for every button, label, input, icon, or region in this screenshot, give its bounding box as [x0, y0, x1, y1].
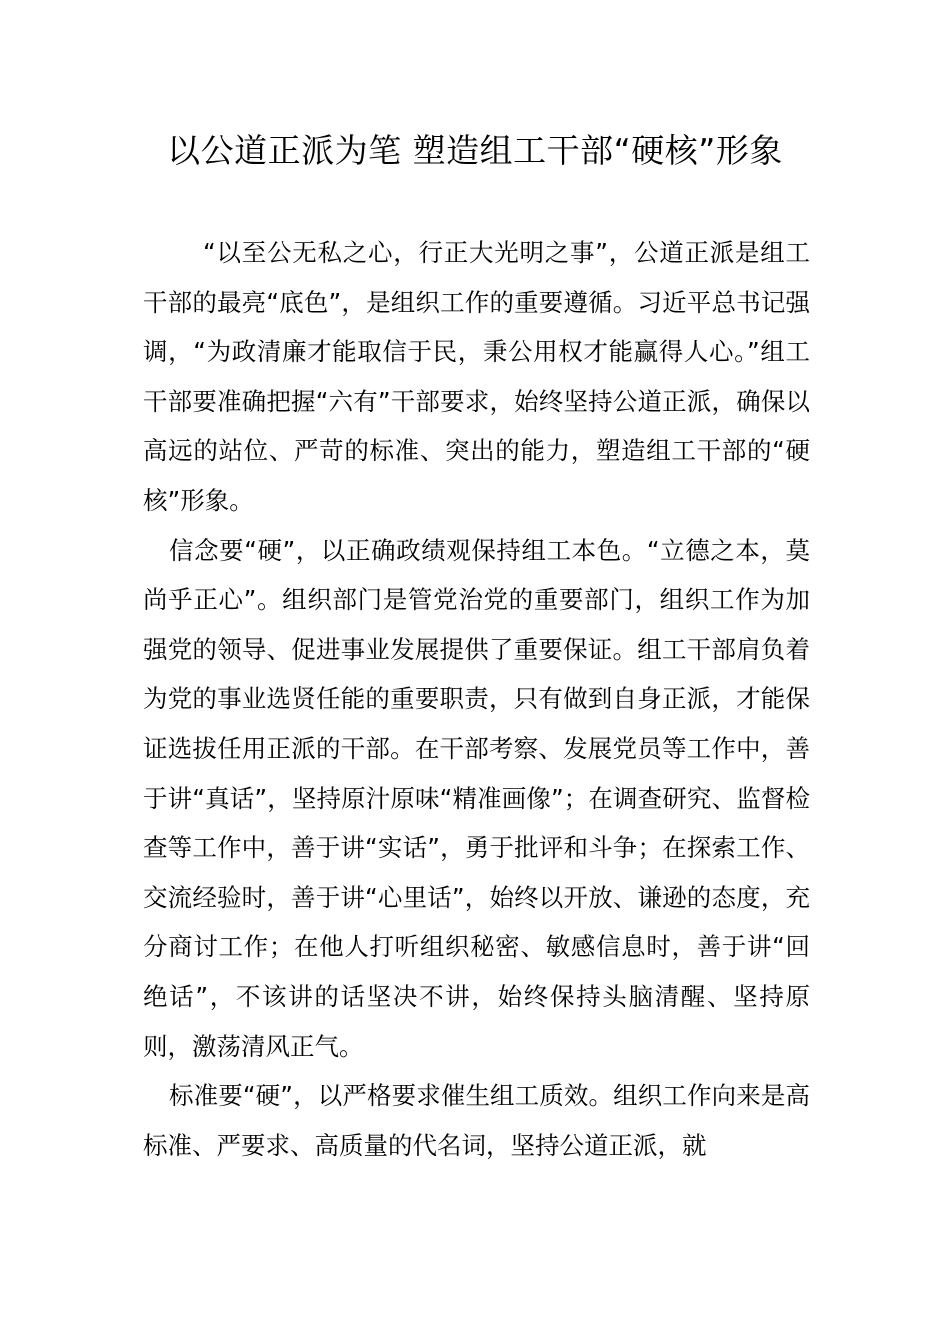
- document-body: [143, 228, 810, 1170]
- paragraph-intro: “以至公无私之心，行正大光明之事”，公道正派是组工干部的最亮“底色”，是组织工作的重要遵循。习近平总书记强调，“为政清廉才能取信于民，秉公用权才能赢得人心。”组工干部要准确把握“六有”干部要求，始终坚持公道正派，确保以高远的站位、严苛的标准、突出的能力，塑造组工干部的“硬核”形象。: [143, 238, 810, 515]
- document-title: 以公道正派为笔 塑造组工干部“硬核”形象: [167, 131, 783, 170]
- paragraph-belief: 信念要“硬”，以正确政绩观保持组工本色。“立德之本，莫尚乎正心”。组织部门是管党治党的重要部门，组织工作为加强党的领导、促进事业发展提供了重要保证。组工干部肩负着为党的事业选贤任能的重要职责，只有做到自身正派，才能保证选拔任用正派的干部。在干部考察、发展党员等工作中，善于讲“真话”，坚持原汁原味“精准画像”；在调查研究、监督检查等工作中，善于讲“实话”，勇于批评和斗争；在探索工作、交流经验时，善于讲“心里话”，始终以开放、谦逊的态度，充分商讨工作；在他人打听组织秘密、敏感信息时，善于讲“回绝话”，不该讲的话坚决不讲，始终保持头脑清醒、坚持原则，激荡清风正气。: [143, 535, 810, 1061]
- paragraph-standard: 标准要“硬”，以严格要求催生组工质效。组织工作向来是高标准、严要求、高质量的代名词，坚持公道正派，就: [143, 1081, 810, 1160]
